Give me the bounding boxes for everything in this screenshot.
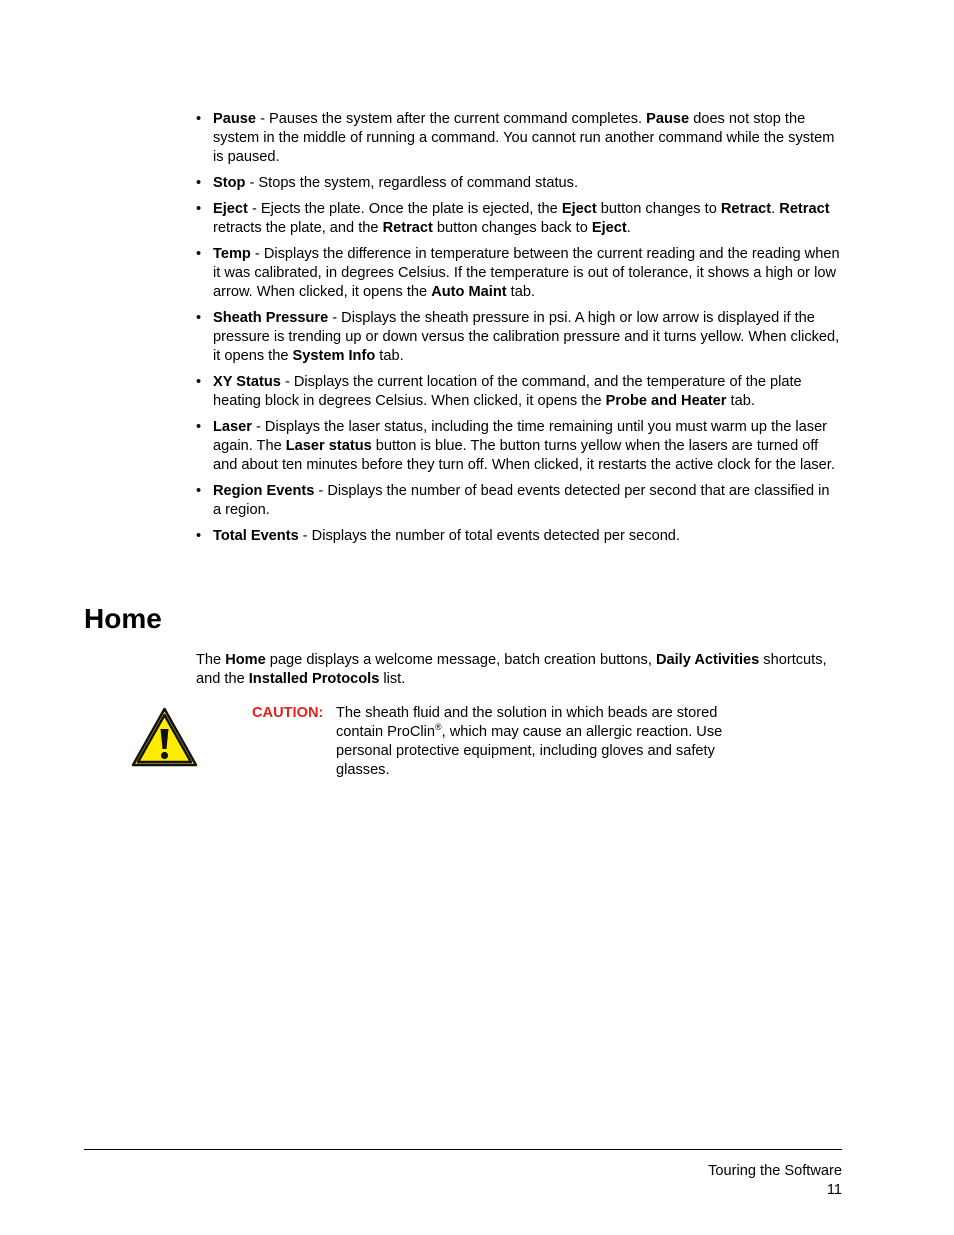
- section-heading: Home: [84, 603, 162, 634]
- list-item: • Pause - Pauses the system after the current command completes. Pause does not stop the system in the middle of running a command. You cannot run another command while the system is paused.: [196, 111, 835, 165]
- term: Temp: [213, 246, 251, 262]
- term: Pause: [213, 111, 256, 127]
- term: Total Events: [213, 528, 299, 544]
- caution-label: CAUTION:: [252, 705, 324, 721]
- term: Stop: [213, 175, 246, 191]
- term: Eject: [213, 201, 248, 217]
- list-item: • Total Events - Displays the number of total events detected per second.: [196, 528, 680, 544]
- warning-triangle-icon: [131, 707, 198, 767]
- term: Sheath Pressure: [213, 310, 329, 326]
- page-number: 11: [826, 1182, 842, 1198]
- list-item: • Sheath Pressure - Displays the sheath pressure in psi. A high or low arrow is displayed if the pressure is trending up or down versus the calibration pressure and it turns yellow. When clicked, it opens the System Info tab.: [196, 310, 840, 364]
- footer-section-title: Touring the Software: [708, 1163, 842, 1179]
- term: Laser: [213, 419, 252, 435]
- footer-divider: [84, 1149, 842, 1150]
- term: Region Events: [213, 483, 315, 499]
- feature-list: [196, 110, 841, 553]
- list-item: • Laser - Displays the laser status, including the time remaining until you must warm up the laser again. The Laser status button is blue. The button turns yellow when the lasers are turned off and about ten minutes before they turn off. When clicked, it restarts the active clock for the laser.: [196, 419, 835, 473]
- page-footer: [708, 1162, 842, 1200]
- list-item: • Temp - Displays the difference in temperature between the current reading and the reading when it was calibrated, in degrees Celsius. If the temperature is out of tolerance, it shows a high or low arrow. When clicked, it opens the Auto Maint tab.: [196, 246, 840, 300]
- list-item: • XY Status - Displays the current location of the command, and the temperature of the plate heating block in degrees Celsius. When clicked, it opens the Probe and Heater tab.: [196, 374, 802, 409]
- section-intro: The Home page displays a welcome message, batch creation buttons, Daily Activities shortcuts, and the Installed Protocols list.: [196, 652, 827, 687]
- list-item: • Region Events - Displays the number of bead events detected per second that are classified in a region.: [196, 483, 830, 518]
- list-item: • Eject - Ejects the plate. Once the plate is ejected, the Eject button changes to Retract. Retract retracts the plate, and the Retract button changes back to Eject.: [196, 201, 830, 236]
- term: XY Status: [213, 374, 281, 390]
- caution-text: The sheath fluid and the solution in which beads are stored contain ProClin®, which may cause an allergic reaction. Use personal protective equipment, including gloves and safety glasses.: [336, 705, 723, 778]
- list-item: • Stop - Stops the system, regardless of command status.: [196, 175, 578, 191]
